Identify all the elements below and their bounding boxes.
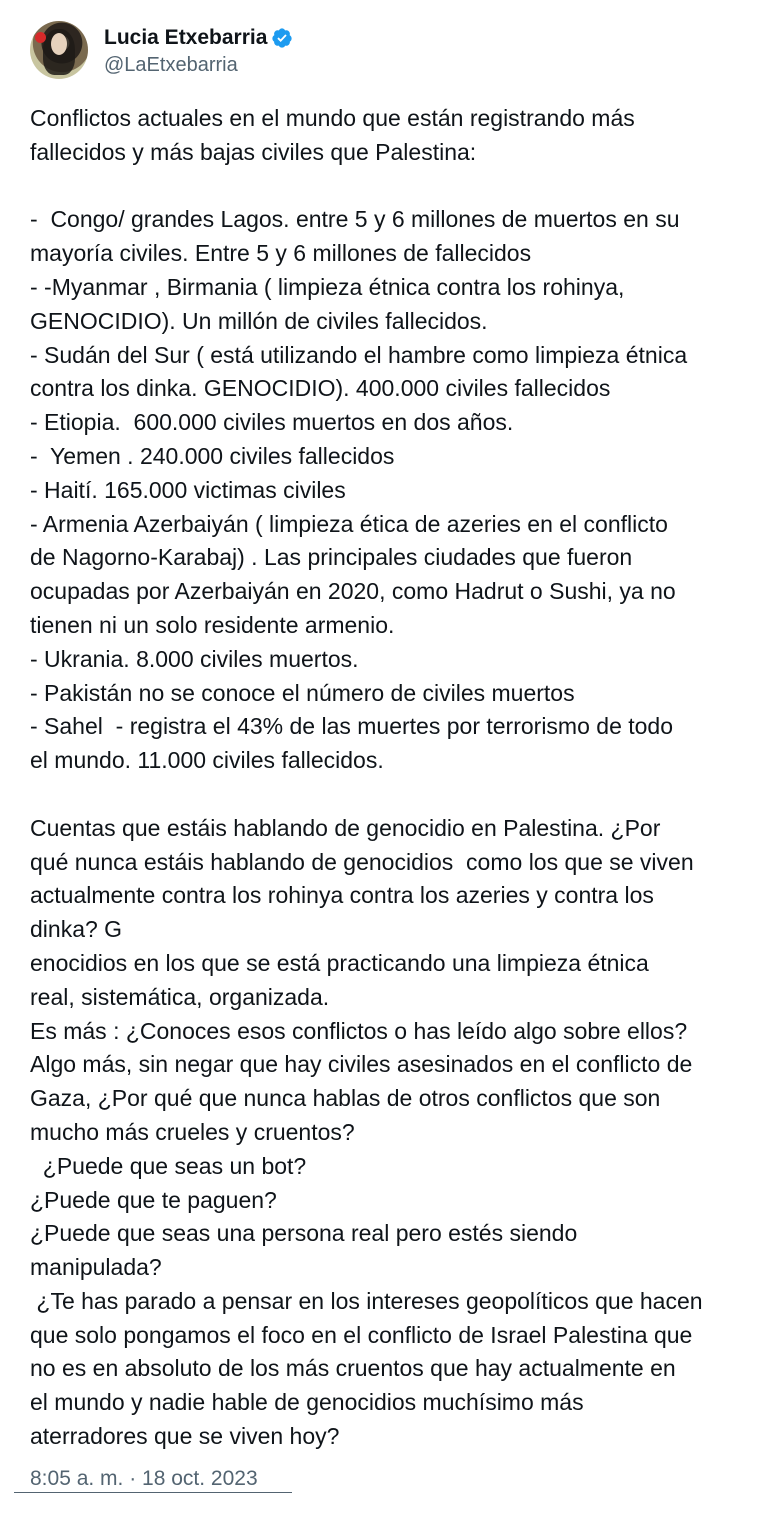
tweet-line (30, 778, 765, 812)
tweet-line: manipulada? (30, 1254, 162, 1281)
tweet-line: GENOCIDIO). Un millón de civiles fallecidos. (30, 307, 488, 334)
tweet-line: ¿Te has parado a pensar en los intereses geopolíticos que hacen (30, 1287, 703, 1314)
avatar[interactable] (30, 21, 88, 79)
tweet-line: - Sahel - registra el 43% de las muertes por terrorismo de todo (30, 713, 674, 740)
avatar-face (51, 33, 67, 55)
tweet-footer (14, 1467, 292, 1493)
tweet-line: - Armenia Azerbaiyán ( limpieza ética de azeries en el conflicto (30, 510, 668, 537)
tweet-timestamp[interactable]: 8:05 a. m. · 18 oct. 2023 (30, 1467, 258, 1490)
tweet-line: dinka? G (30, 916, 123, 943)
tweet-line: ocupadas por Azerbaiyán en 2020, como Hadrut o Sushi, ya no (30, 578, 676, 605)
tweet-line: - Congo/ grandes Lagos. entre 5 y 6 millones de muertos en su (30, 206, 680, 233)
tweet-line: - -Myanmar , Birmania ( limpieza étnica contra los rohinya, (30, 273, 625, 300)
tweet-line: - Sudán del Sur ( está utilizando el hambre como limpieza étnica (30, 341, 688, 368)
tweet-line: real, sistemática, organizada. (30, 983, 330, 1010)
tweet-line: el mundo y nadie hable de genocidios muchísimo más (30, 1389, 584, 1416)
tweet-line: Algo más, sin negar que hay civiles asesinados en el conflicto de (30, 1051, 693, 1078)
tweet-line: ¿Puede que seas un bot? (30, 1152, 307, 1179)
tweet-line: - Ukrania. 8.000 civiles muertos. (30, 645, 359, 672)
tweet-line: Cuentas que estáis hablando de genocidio en Palestina. ¿Por (30, 814, 661, 841)
tweet-line: no es en absoluto de los más cruentos que hay actualmente en (30, 1355, 676, 1382)
author-name[interactable]: Lucia Etxebarria (104, 25, 268, 49)
tweet-line: contra los dinka. GENOCIDIO). 400.000 civiles fallecidos (30, 375, 611, 402)
tweet-line: mayoría civiles. Entre 5 y 6 millones de fallecidos (30, 240, 532, 267)
tweet-line: actualmente contra los rohinya contra los azeries y contra los (30, 882, 654, 909)
tweet-line: - Pakistán no se conoce el número de civiles muertos (30, 679, 575, 706)
tweet-line: de Nagorno-Karabaj) . Las principales ciudades que fueron (30, 544, 633, 571)
tweet-line: Gaza, ¿Por qué que nunca hablas de otros conflictos que son (30, 1085, 661, 1112)
tweet-line: tienen ni un solo residente armenio. (30, 611, 395, 638)
tweet-line: Es más : ¿Conoces esos conflictos o has leído algo sobre ellos? (30, 1017, 688, 1044)
tweet-line: enocidios en los que se está practicando una limpieza étnica (30, 949, 649, 976)
tweet-line: el mundo. 11.000 civiles fallecidos. (30, 747, 384, 774)
tweet-line: - Etiopia. 600.000 civiles muertos en dos años. (30, 409, 514, 436)
author-identity (104, 24, 293, 77)
tweet-text (30, 102, 765, 1454)
tweet-line: fallecidos y más bajas civiles que Palestina: (30, 138, 477, 165)
tweet-line: que solo pongamos el foco en el conflicto de Israel Palestina que (30, 1321, 693, 1348)
tweet-line (30, 170, 765, 204)
verified-badge-icon (271, 27, 293, 49)
author-handle[interactable]: @LaEtxebarria (104, 53, 238, 76)
tweet-line: ¿Puede que te paguen? (30, 1186, 277, 1213)
author-name-row (104, 24, 293, 52)
tweet-line: qué nunca estáis hablando de genocidios como los que se viven (30, 848, 694, 875)
tweet-line: aterradores que se viven hoy? (30, 1423, 340, 1450)
avatar-badge (35, 32, 46, 43)
tweet-line: mucho más crueles y cruentos? (30, 1118, 355, 1145)
tweet-line: - Haití. 165.000 victimas civiles (30, 476, 346, 503)
tweet-header (30, 20, 761, 80)
tweet-line: Conflictos actuales en el mundo que están registrando más (30, 105, 635, 131)
tweet-line: - Yemen . 240.000 civiles fallecidos (30, 442, 395, 469)
tweet-line: ¿Puede que seas una persona real pero estés siendo (30, 1220, 578, 1247)
